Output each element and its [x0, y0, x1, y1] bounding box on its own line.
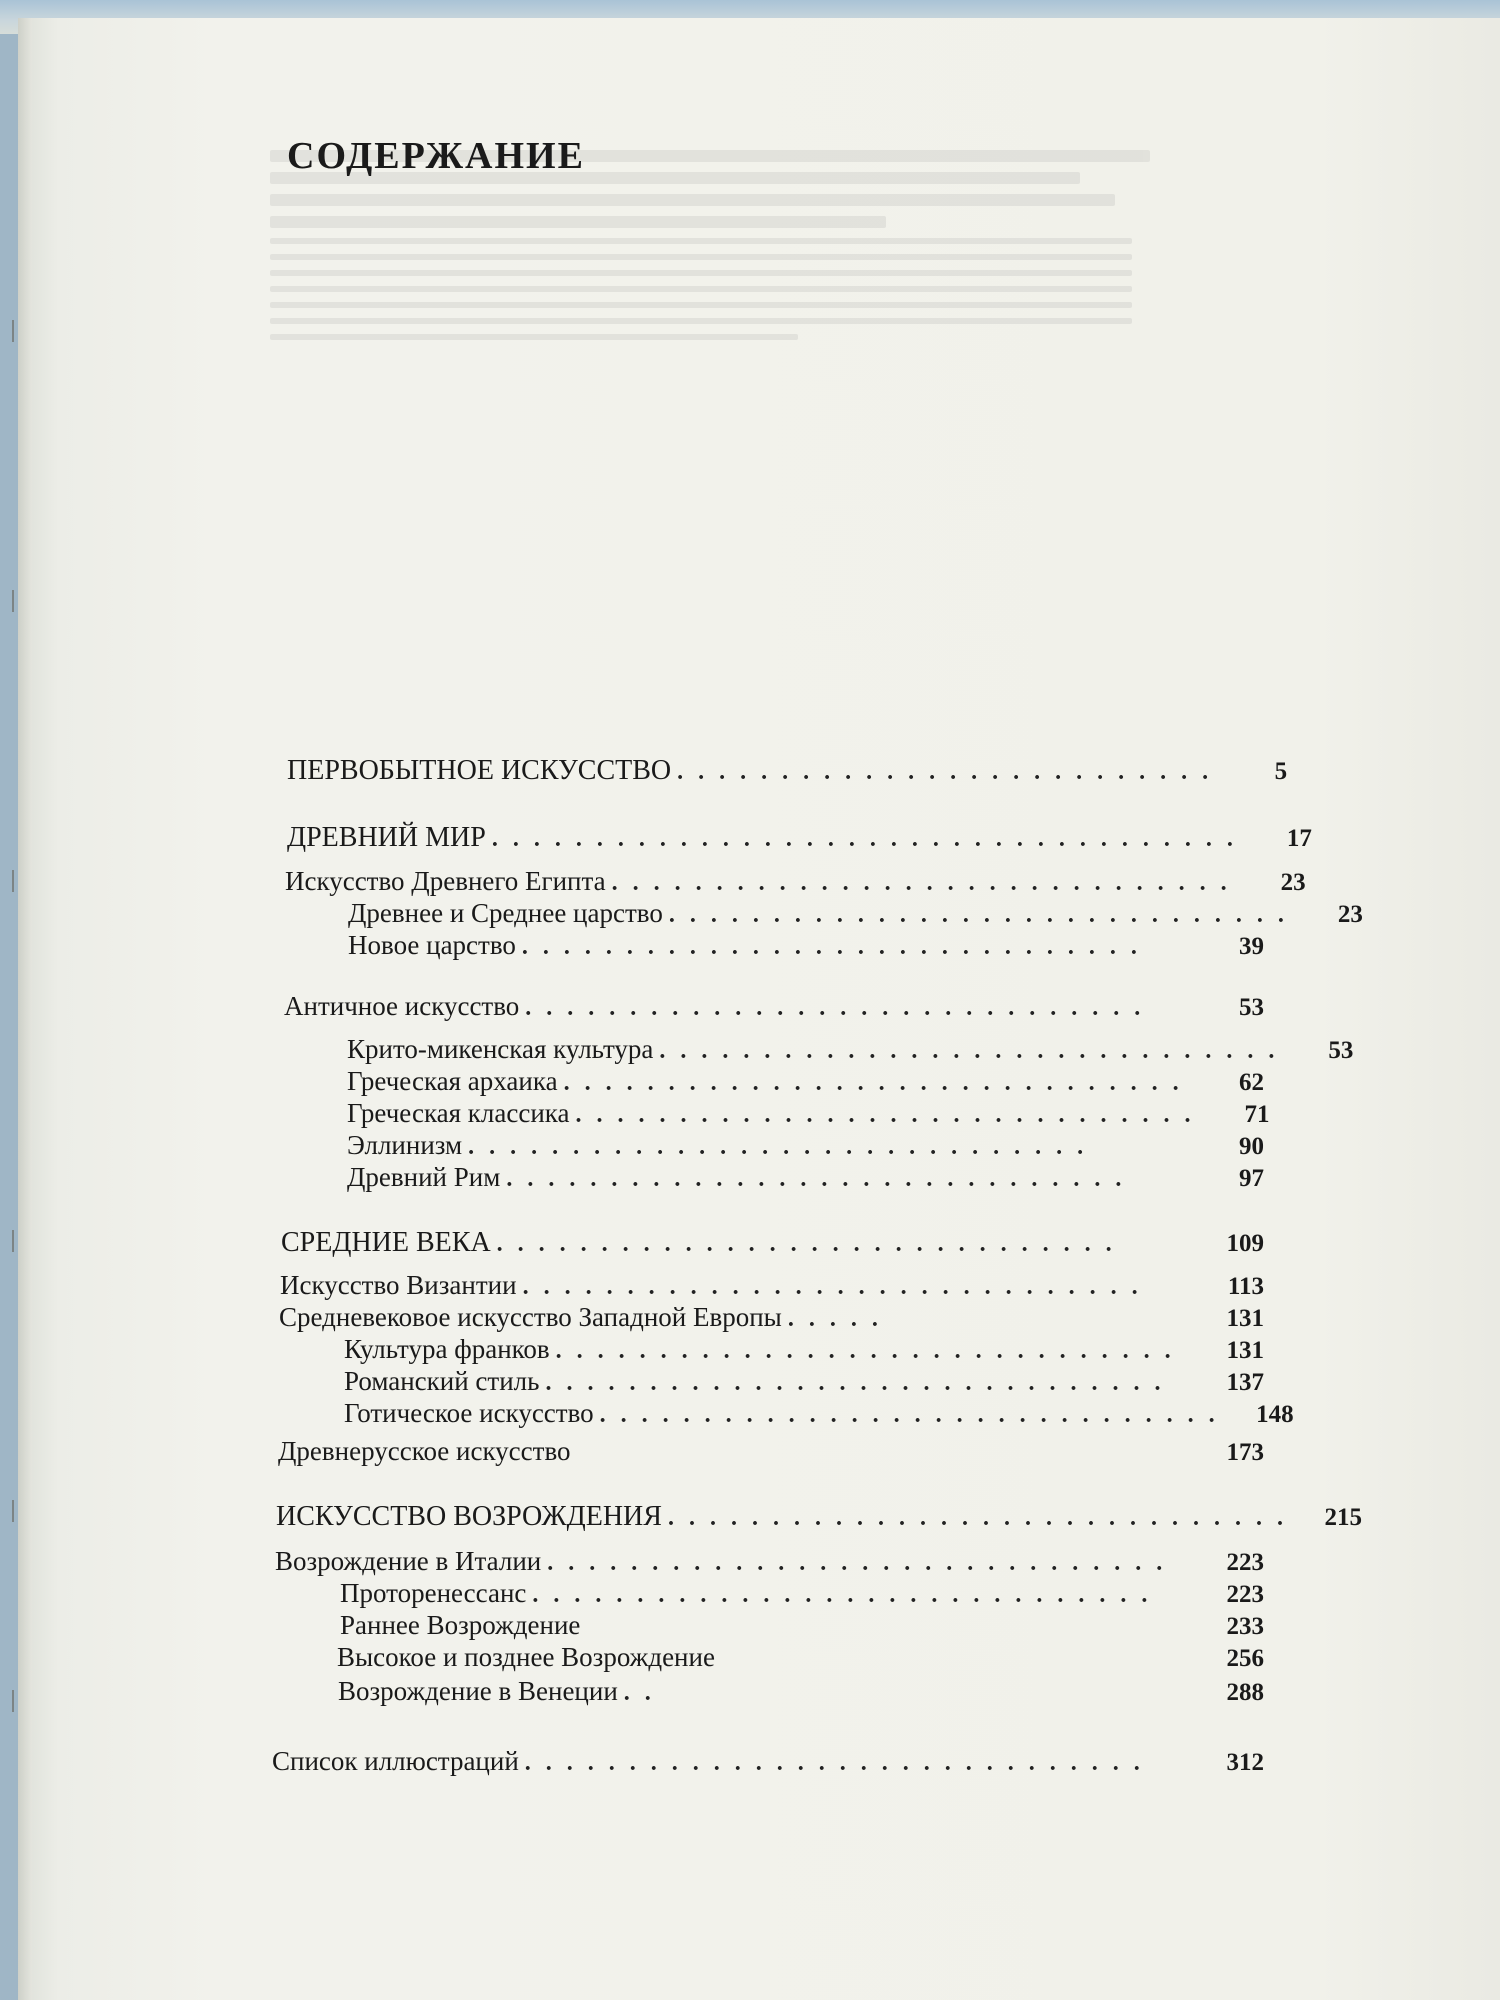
toc-leader-dots: ..............................: [575, 1102, 1206, 1128]
toc-leader-dots: .....: [787, 1306, 893, 1332]
toc-leader-dots: ..............................: [525, 995, 1156, 1021]
toc-entry-label: ПЕРВОБЫТНОЕ ИСКУССТВО: [287, 755, 672, 786]
toc-page-number: 113: [1227, 1273, 1264, 1300]
toc-entry-label: ДРЕВНИЙ МИР: [287, 822, 486, 853]
toc-leader-dots: ..............................: [522, 1274, 1153, 1300]
toc-page-number: 5: [1274, 758, 1288, 785]
toc-page-number: 256: [1226, 1645, 1264, 1672]
toc-leader-dots: ..............................: [555, 1338, 1186, 1364]
toc-page-number: 17: [1286, 825, 1312, 852]
toc-entry-label: ИСКУССТВО ВОЗРОЖДЕНИЯ: [276, 1501, 662, 1532]
toc-section: [276, 1500, 1362, 1534]
toc-entry: [348, 896, 1363, 930]
toc-page-number: 233: [1226, 1613, 1264, 1640]
toc-entry: [347, 1128, 1264, 1162]
toc-entry: [347, 1160, 1264, 1194]
toc-entry-label: Античное искусство: [284, 991, 520, 1021]
toc-page-number: 62: [1239, 1069, 1264, 1096]
toc-entry-label: Новое царство: [348, 930, 516, 960]
toc-page-number: 223: [1226, 1581, 1264, 1608]
toc-page-number: 312: [1226, 1749, 1264, 1776]
toc-entry: [280, 1268, 1264, 1302]
toc-entry: [338, 1674, 1264, 1708]
toc-leader-dots: ..: [623, 1680, 666, 1706]
toc-entry: [337, 1640, 1264, 1674]
toc-entry-label: Средневековое искусство Западной Европы: [279, 1302, 782, 1332]
toc-leader-dots: ..............................: [667, 1505, 1298, 1531]
toc-leader-dots: ..............................: [532, 1582, 1163, 1608]
toc-page-number: 23: [1280, 869, 1306, 896]
toc-leader-dots: ..............................: [496, 1231, 1127, 1257]
toc-leader-dots: ..............................: [524, 1750, 1155, 1776]
toc-page-number: 215: [1324, 1504, 1362, 1531]
toc-entry: [275, 1544, 1264, 1578]
toc-entry: [285, 864, 1306, 898]
toc-entry-label: Возрождение в Италии: [275, 1546, 542, 1576]
toc-entry: [340, 1608, 1264, 1642]
toc-entry: [347, 1096, 1270, 1130]
toc-section: [287, 754, 1288, 788]
toc-entry: [347, 1064, 1264, 1098]
toc-page-number: 173: [1226, 1439, 1264, 1466]
toc-entry-label: СРЕДНИЕ ВЕКА: [281, 1227, 491, 1258]
toc-page-number: 131: [1226, 1305, 1264, 1332]
toc-page-number: 131: [1226, 1337, 1264, 1364]
toc-leader-dots: ..............................: [659, 1038, 1290, 1064]
toc-entry-label: Высокое и позднее Возрождение: [337, 1642, 715, 1672]
toc-entry-label: Романский стиль: [344, 1366, 540, 1396]
toc-entry-label: Древний Рим: [347, 1162, 501, 1192]
toc-entry-label: Раннее Возрождение: [340, 1610, 581, 1640]
toc-entry-label: Проторенессанс: [340, 1578, 527, 1608]
toc-page-number: 148: [1256, 1401, 1294, 1428]
toc-section: [281, 1226, 1264, 1260]
page-title: СОДЕРЖАНИЕ: [287, 135, 585, 177]
toc-page-number: 223: [1226, 1549, 1264, 1576]
toc-page-number: 53: [1328, 1037, 1354, 1064]
toc-entry-label: Возрождение в Венеции: [338, 1676, 618, 1706]
toc-entry-label: Эллинизм: [347, 1130, 463, 1160]
toc-leader-dots: ..............................: [545, 1370, 1176, 1396]
toc-page-number: 90: [1239, 1133, 1264, 1160]
toc-leader-dots: ..............................: [547, 1550, 1178, 1576]
toc-page-number: 39: [1239, 933, 1264, 960]
toc-page-number: 97: [1239, 1165, 1264, 1192]
toc-leader-dots: ..............................: [521, 934, 1152, 960]
toc-page-number: 53: [1239, 994, 1264, 1021]
toc-leader-dots: ..........................: [677, 759, 1224, 785]
toc-entry: [344, 1332, 1264, 1366]
toc-leader-dots: ..............................: [506, 1166, 1137, 1192]
toc-entry-label: Культура франков: [344, 1334, 550, 1364]
toc-page-number: 288: [1226, 1679, 1264, 1706]
toc-leader-dots: ..............................: [599, 1402, 1230, 1428]
toc-page-number: 137: [1226, 1369, 1264, 1396]
toc-entry-label: Список иллюстраций: [272, 1746, 519, 1776]
toc-leader-dots: ..............................: [563, 1070, 1194, 1096]
toc-entry: [278, 1434, 1264, 1468]
toc-entry-label: Крито-микенская культура: [347, 1034, 654, 1064]
toc-entry-label: Древнерусское искусство: [278, 1436, 571, 1466]
toc-leader-dots: ..............................: [668, 902, 1299, 928]
toc-entry-label: Готическое искусство: [344, 1398, 594, 1428]
toc-leader-dots: ..............................: [611, 870, 1242, 896]
toc-section: [287, 821, 1312, 855]
toc-entry: [347, 1032, 1354, 1066]
toc-entry: [279, 1300, 1264, 1334]
toc-entry-label: Греческая архаика: [347, 1066, 558, 1096]
toc-leader-dots: ..............................: [468, 1134, 1099, 1160]
toc-entry: [272, 1744, 1264, 1778]
toc-entry-label: Искусство Древнего Египта: [285, 866, 606, 896]
toc-entry: [348, 928, 1264, 962]
toc-entry: [340, 1576, 1264, 1610]
toc-entry-label: Древнее и Среднее царство: [348, 898, 663, 928]
toc-entry-label: Греческая классика: [347, 1098, 570, 1128]
toc-page-number: 109: [1226, 1230, 1264, 1257]
toc-page-number: 71: [1244, 1101, 1270, 1128]
toc-entry: [344, 1364, 1264, 1398]
toc-entry: [284, 989, 1264, 1023]
toc-page-number: 23: [1337, 901, 1363, 928]
toc-leader-dots: ....................................: [491, 826, 1248, 852]
toc-entry-label: Искусство Византии: [280, 1270, 517, 1300]
toc-entry: [344, 1396, 1294, 1430]
